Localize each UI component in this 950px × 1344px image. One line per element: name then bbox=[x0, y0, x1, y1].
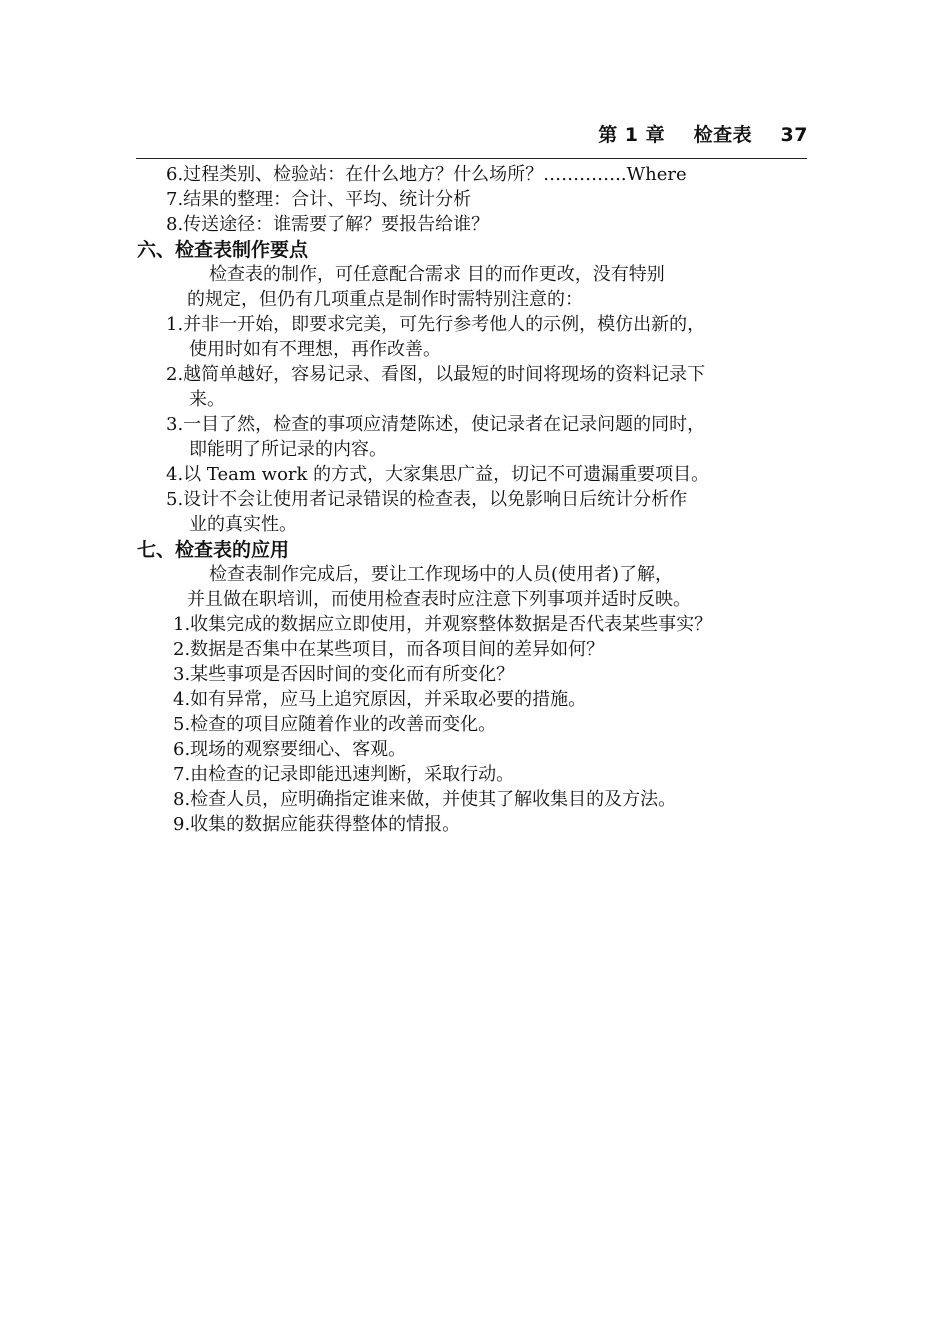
section-6-intro: 检查表的制作，可任意配合需求 目的而作更改，没有特别 bbox=[209, 264, 665, 285]
running-header: 第 1 章 检查表 37 bbox=[598, 124, 808, 146]
top-list-item-8: 8.传送途径：谁需要了解？要报告给谁？ bbox=[166, 214, 490, 235]
section-7-item-6: 6.现场的观察要细心、客观。 bbox=[173, 739, 407, 760]
section-6-heading: 六、检查表制作要点 bbox=[137, 239, 309, 261]
section-6-item-1: 1.并非一开始，即要求完美，可先行参考他人的示例，模仿出新的， bbox=[166, 314, 706, 335]
section-6-item-2-cont: 来。 bbox=[189, 389, 225, 410]
section-6-item-5-cont: 业的真实性。 bbox=[189, 514, 297, 535]
section-6-item-5: 5.设计不会让使用者记录错误的检查表，以免影响日后统计分析作 bbox=[166, 489, 688, 510]
section-7-item-7: 7.由检查的记录即能迅速判断，采取行动。 bbox=[173, 764, 515, 785]
section-7-item-3: 3.某些事项是否因时间的变化而有所变化？ bbox=[173, 664, 515, 685]
section-7-item-4: 4.如有异常，应马上追究原因，并采取必要的措施。 bbox=[173, 689, 587, 710]
section-6-item-3: 3.一目了然，检查的事项应清楚陈述，使记录者在记录问题的同时， bbox=[166, 414, 706, 435]
header-rule bbox=[136, 158, 807, 159]
top-list-item-6: 6.过程类别、检验站：在什么地方？什么场所？…………..Where bbox=[166, 164, 687, 185]
section-7-item-8: 8.检查人员，应明确指定谁来做，并使其了解收集目的及方法。 bbox=[173, 789, 677, 810]
section-6-intro-cont: 的规定，但仍有几项重点是制作时需特别注意的： bbox=[187, 289, 583, 310]
section-7-intro: 检查表制作完成后，要让工作现场中的人员(使用者)了解， bbox=[209, 564, 674, 585]
top-list-item-7: 7.结果的整理：合计、平均、统计分析 bbox=[166, 189, 472, 210]
section-7-item-2: 2.数据是否集中在某些项目，而各项目间的差异如何？ bbox=[173, 639, 605, 660]
section-7-item-5: 5.检查的项目应随着作业的改善而变化。 bbox=[173, 714, 497, 735]
section-7-item-1: 1.收集完成的数据应立即使用，并观察整体数据是否代表某些事实？ bbox=[173, 614, 713, 635]
section-7-heading: 七、检查表的应用 bbox=[137, 539, 290, 561]
section-6-item-2: 2.越简单越好，容易记录、看图，以最短的时间将现场的资料记录下 bbox=[166, 364, 706, 385]
section-7-intro-cont: 并且做在职培训，而使用检查表时应注意下列事项并适时反映。 bbox=[187, 589, 691, 610]
section-6-item-3-cont: 即能明了所记录的内容。 bbox=[189, 439, 387, 460]
section-6-item-4: 4.以 Team work 的方式，大家集思广益，切记不可遗漏重要项目。 bbox=[166, 464, 710, 485]
section-7-item-9: 9.收集的数据应能获得整体的情报。 bbox=[173, 814, 461, 835]
section-6-item-1-cont: 使用时如有不理想，再作改善。 bbox=[189, 339, 441, 360]
